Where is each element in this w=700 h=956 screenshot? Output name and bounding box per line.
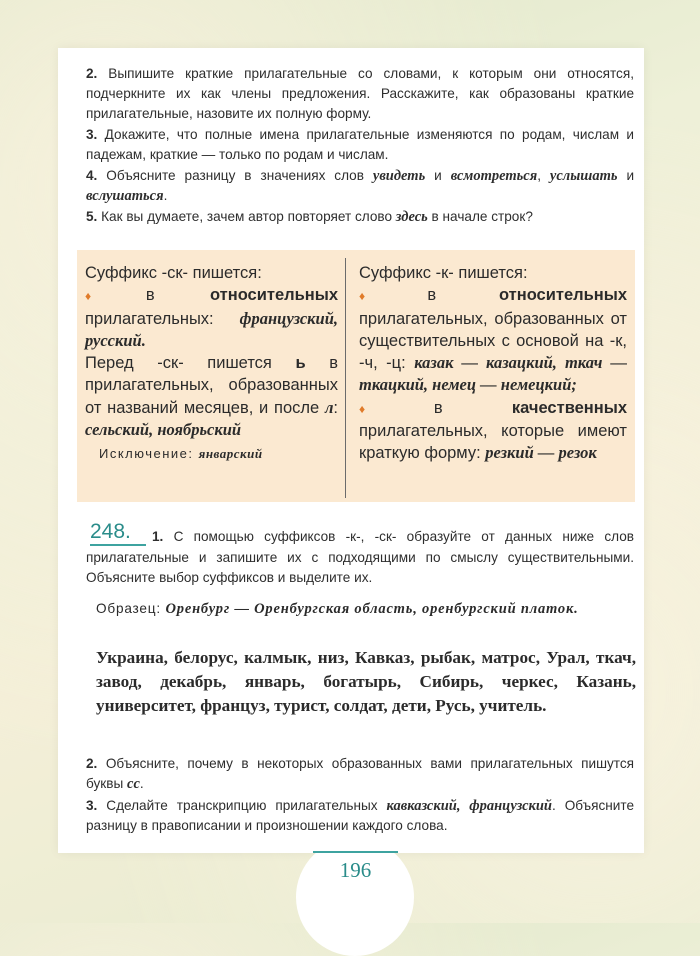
- question-4: 4. Объясните разницу в значениях слов увидеть и всмотреться, услышать и вслушаться.: [86, 168, 635, 204]
- task-number: 1.: [152, 529, 164, 544]
- word-list: Украина, белорус, калмык, низ, Кавказ, рыбак, матрос, Урал, ткач, завод, декабрь, январь, богатырь, Сибирь, черкес, Казань, университет, француз, турист, солдат, дети, Русь, учитель.: [96, 648, 636, 716]
- task-letters: сс: [127, 776, 140, 792]
- column-divider: [345, 258, 346, 498]
- punctuation: .: [163, 188, 168, 203]
- question-number: 2.: [86, 66, 98, 81]
- task-text: Объясните, почему в некоторых образованных вами прилагательных пишутся буквы: [86, 756, 634, 791]
- rule-example: казак — казацкий, ткач — ткацкий, немец — немецкий;: [359, 353, 627, 395]
- sample-label: Образец:: [96, 601, 161, 616]
- conjunction: и: [626, 168, 635, 183]
- example-word: вслушаться: [86, 188, 164, 204]
- question-text: Докажите, что полные имена прилагательные изменяются по родам, числам и падежам, краткие — только по родам и числам.: [86, 127, 634, 162]
- question-number: 3.: [86, 127, 98, 142]
- sample: [96, 598, 636, 620]
- rule-keyword: относительных: [209, 286, 338, 305]
- conjunction: и: [434, 168, 442, 183]
- exception-word: январский: [198, 446, 263, 462]
- sample-text: Оренбург — Оренбургская область, оренбургский платок.: [165, 601, 579, 617]
- example-word: всмотреться: [450, 168, 538, 184]
- question-number: 4.: [86, 168, 98, 183]
- rule-text: прилагательных, образованных от существительных с основой на -к, -ч, -ц:: [359, 309, 627, 373]
- task-text: . Объясните разницу в правописании и произношении каждого слова.: [86, 798, 635, 833]
- bullet-icon: ♦: [359, 289, 424, 304]
- example-word: услышать: [549, 168, 618, 184]
- question-2: [86, 64, 634, 124]
- rule-bullet: [359, 284, 627, 396]
- task-number: 3.: [86, 798, 98, 813]
- rule-text: в: [427, 286, 437, 305]
- question-number: 5.: [86, 209, 98, 224]
- rule-text: прилагательных, которые имеют краткую форму:: [359, 422, 627, 463]
- rule-example: резкий — резок: [485, 443, 597, 463]
- task-number: 2.: [86, 756, 98, 771]
- example-word: увидеть: [372, 168, 426, 184]
- page-number-rule: [313, 851, 398, 853]
- example-word: здесь: [395, 209, 428, 225]
- rule-text: Перед -ск- пишется: [85, 354, 272, 373]
- punctuation: :: [333, 398, 338, 417]
- rule-letter: ь: [295, 354, 306, 373]
- page-number-badge: [296, 838, 414, 956]
- question-3: [86, 125, 634, 165]
- rule-keyword: относительных: [498, 286, 627, 305]
- question-text: Как вы думаете, зачем автор повторяет слово: [101, 209, 393, 224]
- rule-text: в: [145, 286, 155, 305]
- rule-title: Суффикс -к- пишется:: [359, 264, 528, 282]
- question-5: [86, 207, 634, 227]
- question-text: Объясните разницу в значениях слов: [106, 168, 364, 183]
- task-text: Сделайте транскрипцию прилагательных: [106, 798, 378, 813]
- rule-paragraph: [85, 352, 338, 441]
- rule-text: прилагательных:: [85, 309, 214, 328]
- rule-example: сельский, ноябрьский: [85, 420, 242, 440]
- rule-bullet: [359, 397, 627, 465]
- bullet-icon: ♦: [85, 289, 142, 304]
- rule-example: французский, русский.: [85, 308, 338, 350]
- rule-title: Суффикс -ск- пишется:: [85, 264, 262, 282]
- rule-bullet: [85, 284, 338, 352]
- bullet-icon: ♦: [359, 401, 430, 416]
- exercise-task-2: [86, 754, 634, 794]
- exception-label: Исключение:: [99, 446, 194, 462]
- exercise-task-1: [86, 527, 634, 589]
- question-text: в начале строк?: [431, 209, 533, 224]
- rule-left-column: [85, 262, 338, 466]
- rule-box: [77, 250, 635, 502]
- rule-right-column: [359, 262, 627, 465]
- punctuation: .: [139, 776, 144, 791]
- page-number: 196: [339, 858, 372, 882]
- rule-exception: [85, 443, 338, 465]
- rule-letter: л: [324, 397, 334, 417]
- rule-text: в: [433, 398, 443, 417]
- question-text: Выпишите краткие прилагательные со словами, к которым они относятся, подчеркните их как члены предложения. Расскажите, как образованы краткие прилагательные, назовите их полную форму.: [86, 66, 634, 121]
- exercise-number: 248.: [90, 520, 146, 546]
- task-words: кавказский, французский: [386, 798, 553, 814]
- rule-text: в прилагательных, образованных от названий месяцев, и после: [85, 354, 338, 417]
- exercise-task-3: [86, 796, 634, 836]
- task-text: С помощью суффиксов -к-, -ск- образуйте от данных ниже слов прилагательные и запишите их с подходящими по смыслу существительными. Объясните выбор суффиксов и выделите их.: [86, 529, 634, 585]
- rule-keyword: качественных: [511, 398, 627, 417]
